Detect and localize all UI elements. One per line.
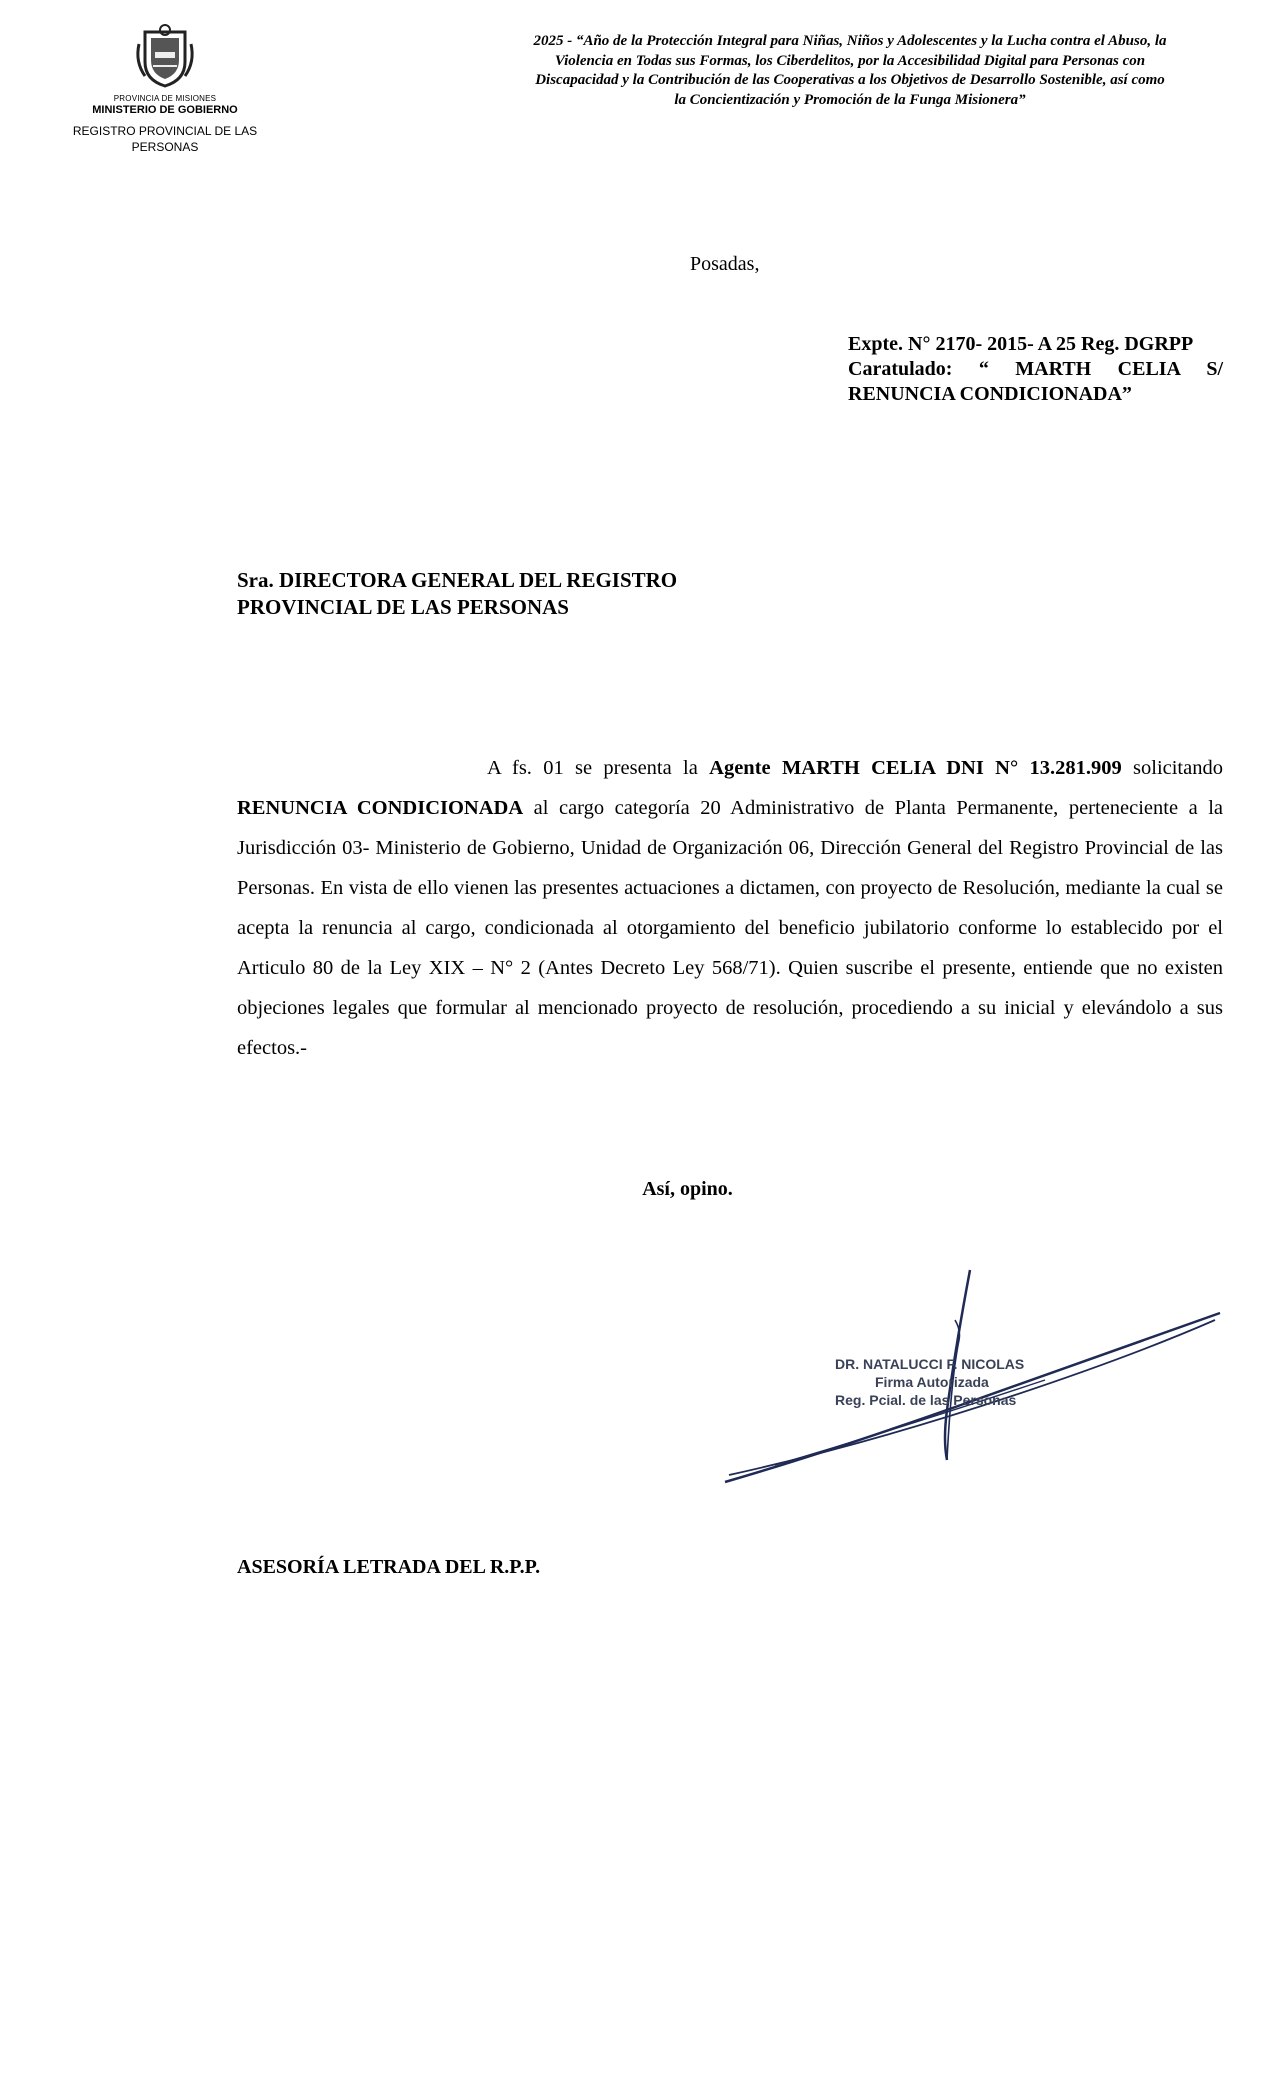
- addressee-line-2: PROVINCIAL DE LAS PERSONAS: [237, 595, 569, 619]
- addressee-block: [237, 567, 797, 621]
- agent-identification: Agente MARTH CELIA DNI N° 13.281.909: [709, 757, 1122, 779]
- letterhead: [70, 22, 260, 155]
- body-text-2: solicitando: [1121, 757, 1223, 779]
- signatory-name: DR. NATALUCCI F. NICOLAS: [835, 1356, 1025, 1372]
- expediente-caption: Caratulado: “ MARTH CELIA S/ RENUNCIA CONDICIONADA”: [848, 358, 1223, 405]
- signatory-role: Firma Autorizada: [875, 1374, 989, 1390]
- signature-area: [715, 1260, 1235, 1490]
- issuing-office: ASESORÍA LETRADA DEL R.P.P.: [237, 1556, 541, 1578]
- coat-of-arms-icon: [131, 22, 199, 90]
- place-line: Posadas,: [690, 253, 760, 275]
- signature-stamp: [835, 1355, 1024, 1409]
- closing-line: Así, opino.: [642, 1178, 733, 1200]
- body-text-3: al cargo categoría 20 Administrativo de Planta Permanente, perteneciente a la Jurisdicción 03- Ministerio de Gobierno, Unidad de Organización 06, Dirección General del Registro Provincial de las Personas. En vista de ello vienen las presentes actuaciones a dictamen, con proyecto de Resolución, mediante la cual se acepta la renuncia al cargo, condicionada al otorgamiento del beneficio jubilatorio conforme lo establecido por el Articulo 80 de la Ley XIX – N° 2 (Antes Decreto Ley 568/71). Quien suscribe el presente, entiende que no existen objeciones legales que formular al mencionado proyecto de resolución, procediendo a su inicial y elevándolo a sus efectos.-: [237, 797, 1223, 1059]
- signatory-office: Reg. Pcial. de las Personas: [835, 1392, 1017, 1408]
- expediente-number: Expte. N° 2170- 2015- A 25 Reg. DGRPP: [848, 333, 1194, 355]
- addressee-line-1: Sra. DIRECTORA GENERAL DEL REGISTRO: [237, 568, 678, 592]
- expediente-block: [848, 332, 1223, 407]
- body-paragraph: [237, 748, 1223, 1068]
- body-text-1: A fs. 01 se presenta la: [487, 757, 710, 779]
- registry-label: REGISTRO PROVINCIAL DE LAS PERSONAS: [72, 124, 258, 154]
- year-motto: 2025 - “Año de la Protección Integral para Niñas, Niños y Adolescentes y la Lucha contra el Abuso, la Violencia en Todas sus Formas, los Ciberdelitos, por la Accesibilidad Digital para Personas con Discapacidad y la Contribución de las Cooperativas a los Objetivos de Desarrollo Sostenible, así como la Concientización y Promoción de la Funga Misionera”: [533, 33, 1167, 108]
- ministry-label: MINISTERIO DE GOBIERNO: [92, 104, 238, 116]
- request-type: RENUNCIA CONDICIONADA: [237, 797, 524, 819]
- province-label: PROVINCIA DE MISIONES: [113, 94, 217, 103]
